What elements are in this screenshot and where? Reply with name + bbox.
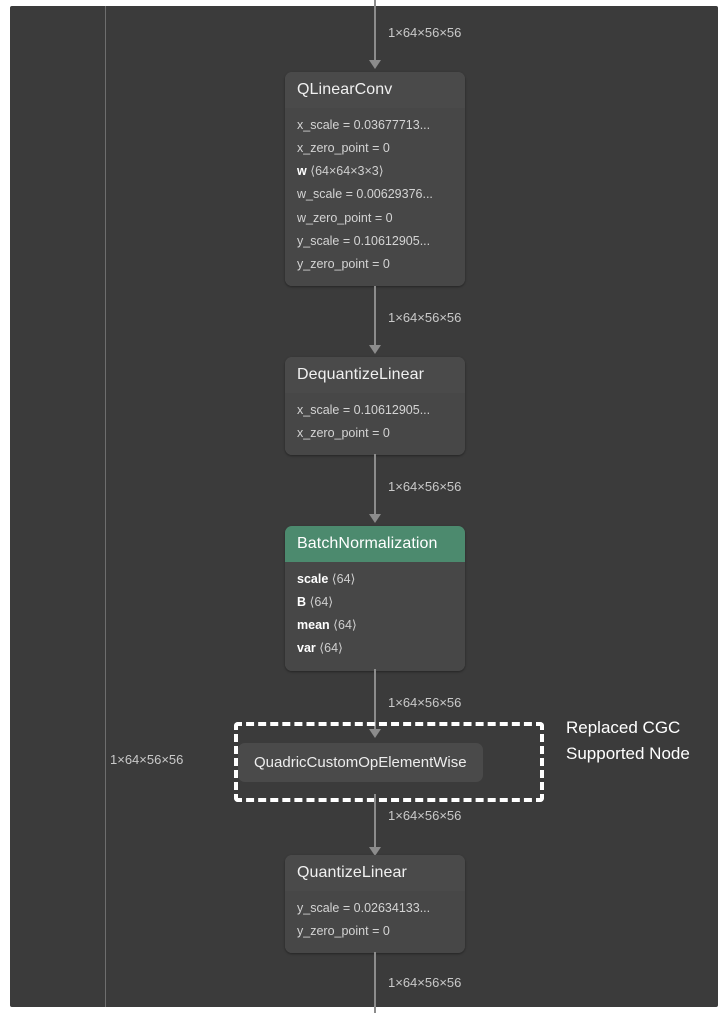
node-qlinearconv[interactable] bbox=[285, 72, 465, 286]
node-attribute bbox=[297, 422, 453, 445]
side-edge-label: 1×64×56×56 bbox=[110, 752, 184, 767]
attr-value: = 0 bbox=[372, 141, 390, 156]
node-attribute bbox=[297, 637, 453, 660]
node-attribute bbox=[297, 183, 453, 206]
edge-label: 1×64×56×56 bbox=[388, 695, 462, 710]
edge-label: 1×64×56×56 bbox=[388, 310, 462, 325]
attr-text: x_zero_point bbox=[297, 426, 369, 441]
attr-text: B bbox=[297, 595, 307, 610]
attr-text: y_zero_point bbox=[297, 924, 369, 939]
edge-segment bbox=[374, 0, 376, 62]
vertical-guide-line bbox=[105, 6, 106, 1007]
edge-label: 1×64×56×56 bbox=[388, 25, 462, 40]
node-attribute bbox=[297, 614, 453, 637]
edge-arrow bbox=[369, 60, 381, 69]
attr-value: = 0 bbox=[372, 924, 390, 939]
node-title: DequantizeLinear bbox=[285, 357, 465, 393]
attr-text: x_zero_point bbox=[297, 141, 369, 156]
edge-segment bbox=[374, 454, 376, 516]
node-attribute bbox=[297, 160, 453, 183]
node-attributes bbox=[285, 562, 465, 671]
attr-text: scale bbox=[297, 572, 329, 586]
node-attribute bbox=[297, 253, 453, 276]
node-attribute bbox=[297, 230, 453, 253]
node-attribute bbox=[297, 137, 453, 160]
attr-value: = 0 bbox=[374, 210, 393, 225]
edge-segment bbox=[374, 952, 376, 1013]
node-title: QLinearConv bbox=[285, 72, 465, 108]
node-attribute bbox=[297, 399, 453, 422]
node-dequantizelinear[interactable] bbox=[285, 357, 465, 455]
node-attributes bbox=[285, 393, 465, 455]
attr-text: w_scale bbox=[297, 187, 343, 202]
edge-arrow bbox=[369, 345, 381, 354]
node-title: BatchNormalization bbox=[285, 526, 465, 562]
attr-value: = 0.02634133... bbox=[342, 901, 431, 915]
edge-label: 1×64×56×56 bbox=[388, 975, 462, 990]
attr-dims: ⟨64×64×3×3⟩ bbox=[310, 164, 384, 179]
attr-value: = 0.03677713... bbox=[342, 118, 431, 132]
attr-text: y_scale bbox=[297, 233, 340, 248]
attr-value: = 0.00629376... bbox=[345, 187, 433, 202]
node-title: QuantizeLinear bbox=[285, 855, 465, 891]
attr-dims: ⟨64⟩ bbox=[309, 595, 334, 610]
node-attribute bbox=[297, 207, 453, 230]
attr-text: y_scale bbox=[297, 901, 340, 915]
attr-text: x_scale bbox=[297, 118, 340, 132]
attr-text: mean bbox=[297, 618, 330, 633]
edge-arrow bbox=[369, 514, 381, 523]
attr-text: w bbox=[297, 164, 307, 179]
attr-dims: ⟨64⟩ bbox=[331, 572, 356, 586]
node-attribute bbox=[297, 897, 453, 920]
node-attributes bbox=[285, 108, 465, 286]
attr-text: w_zero_point bbox=[297, 210, 372, 225]
node-attribute bbox=[297, 114, 453, 137]
attr-value: = 0 bbox=[372, 426, 390, 441]
attr-text: x_scale bbox=[297, 403, 340, 417]
edge-label: 1×64×56×56 bbox=[388, 808, 462, 823]
node-quantizelinear[interactable] bbox=[285, 855, 465, 953]
node-attributes bbox=[285, 891, 465, 953]
attr-dims: ⟨64⟩ bbox=[333, 618, 357, 633]
node-batchnormalization[interactable] bbox=[285, 526, 465, 671]
attr-dims: ⟨64⟩ bbox=[319, 641, 343, 656]
node-attribute bbox=[297, 591, 453, 614]
edge-segment bbox=[374, 286, 376, 348]
attr-text: var bbox=[297, 641, 316, 656]
edge-segment bbox=[374, 794, 376, 852]
attr-value: = 0.10612905... bbox=[342, 233, 431, 248]
attr-text: y_zero_point bbox=[297, 256, 369, 271]
node-attribute bbox=[297, 568, 453, 591]
attr-value: = 0 bbox=[372, 256, 390, 271]
edge-label: 1×64×56×56 bbox=[388, 479, 462, 494]
attr-value: = 0.10612905... bbox=[342, 403, 431, 417]
node-quadriccustomopelementwise[interactable]: QuadricCustomOpElementWise bbox=[238, 743, 483, 782]
annotation-replaced-node: Replaced CGC Supported Node bbox=[566, 718, 690, 764]
node-attribute bbox=[297, 920, 453, 943]
